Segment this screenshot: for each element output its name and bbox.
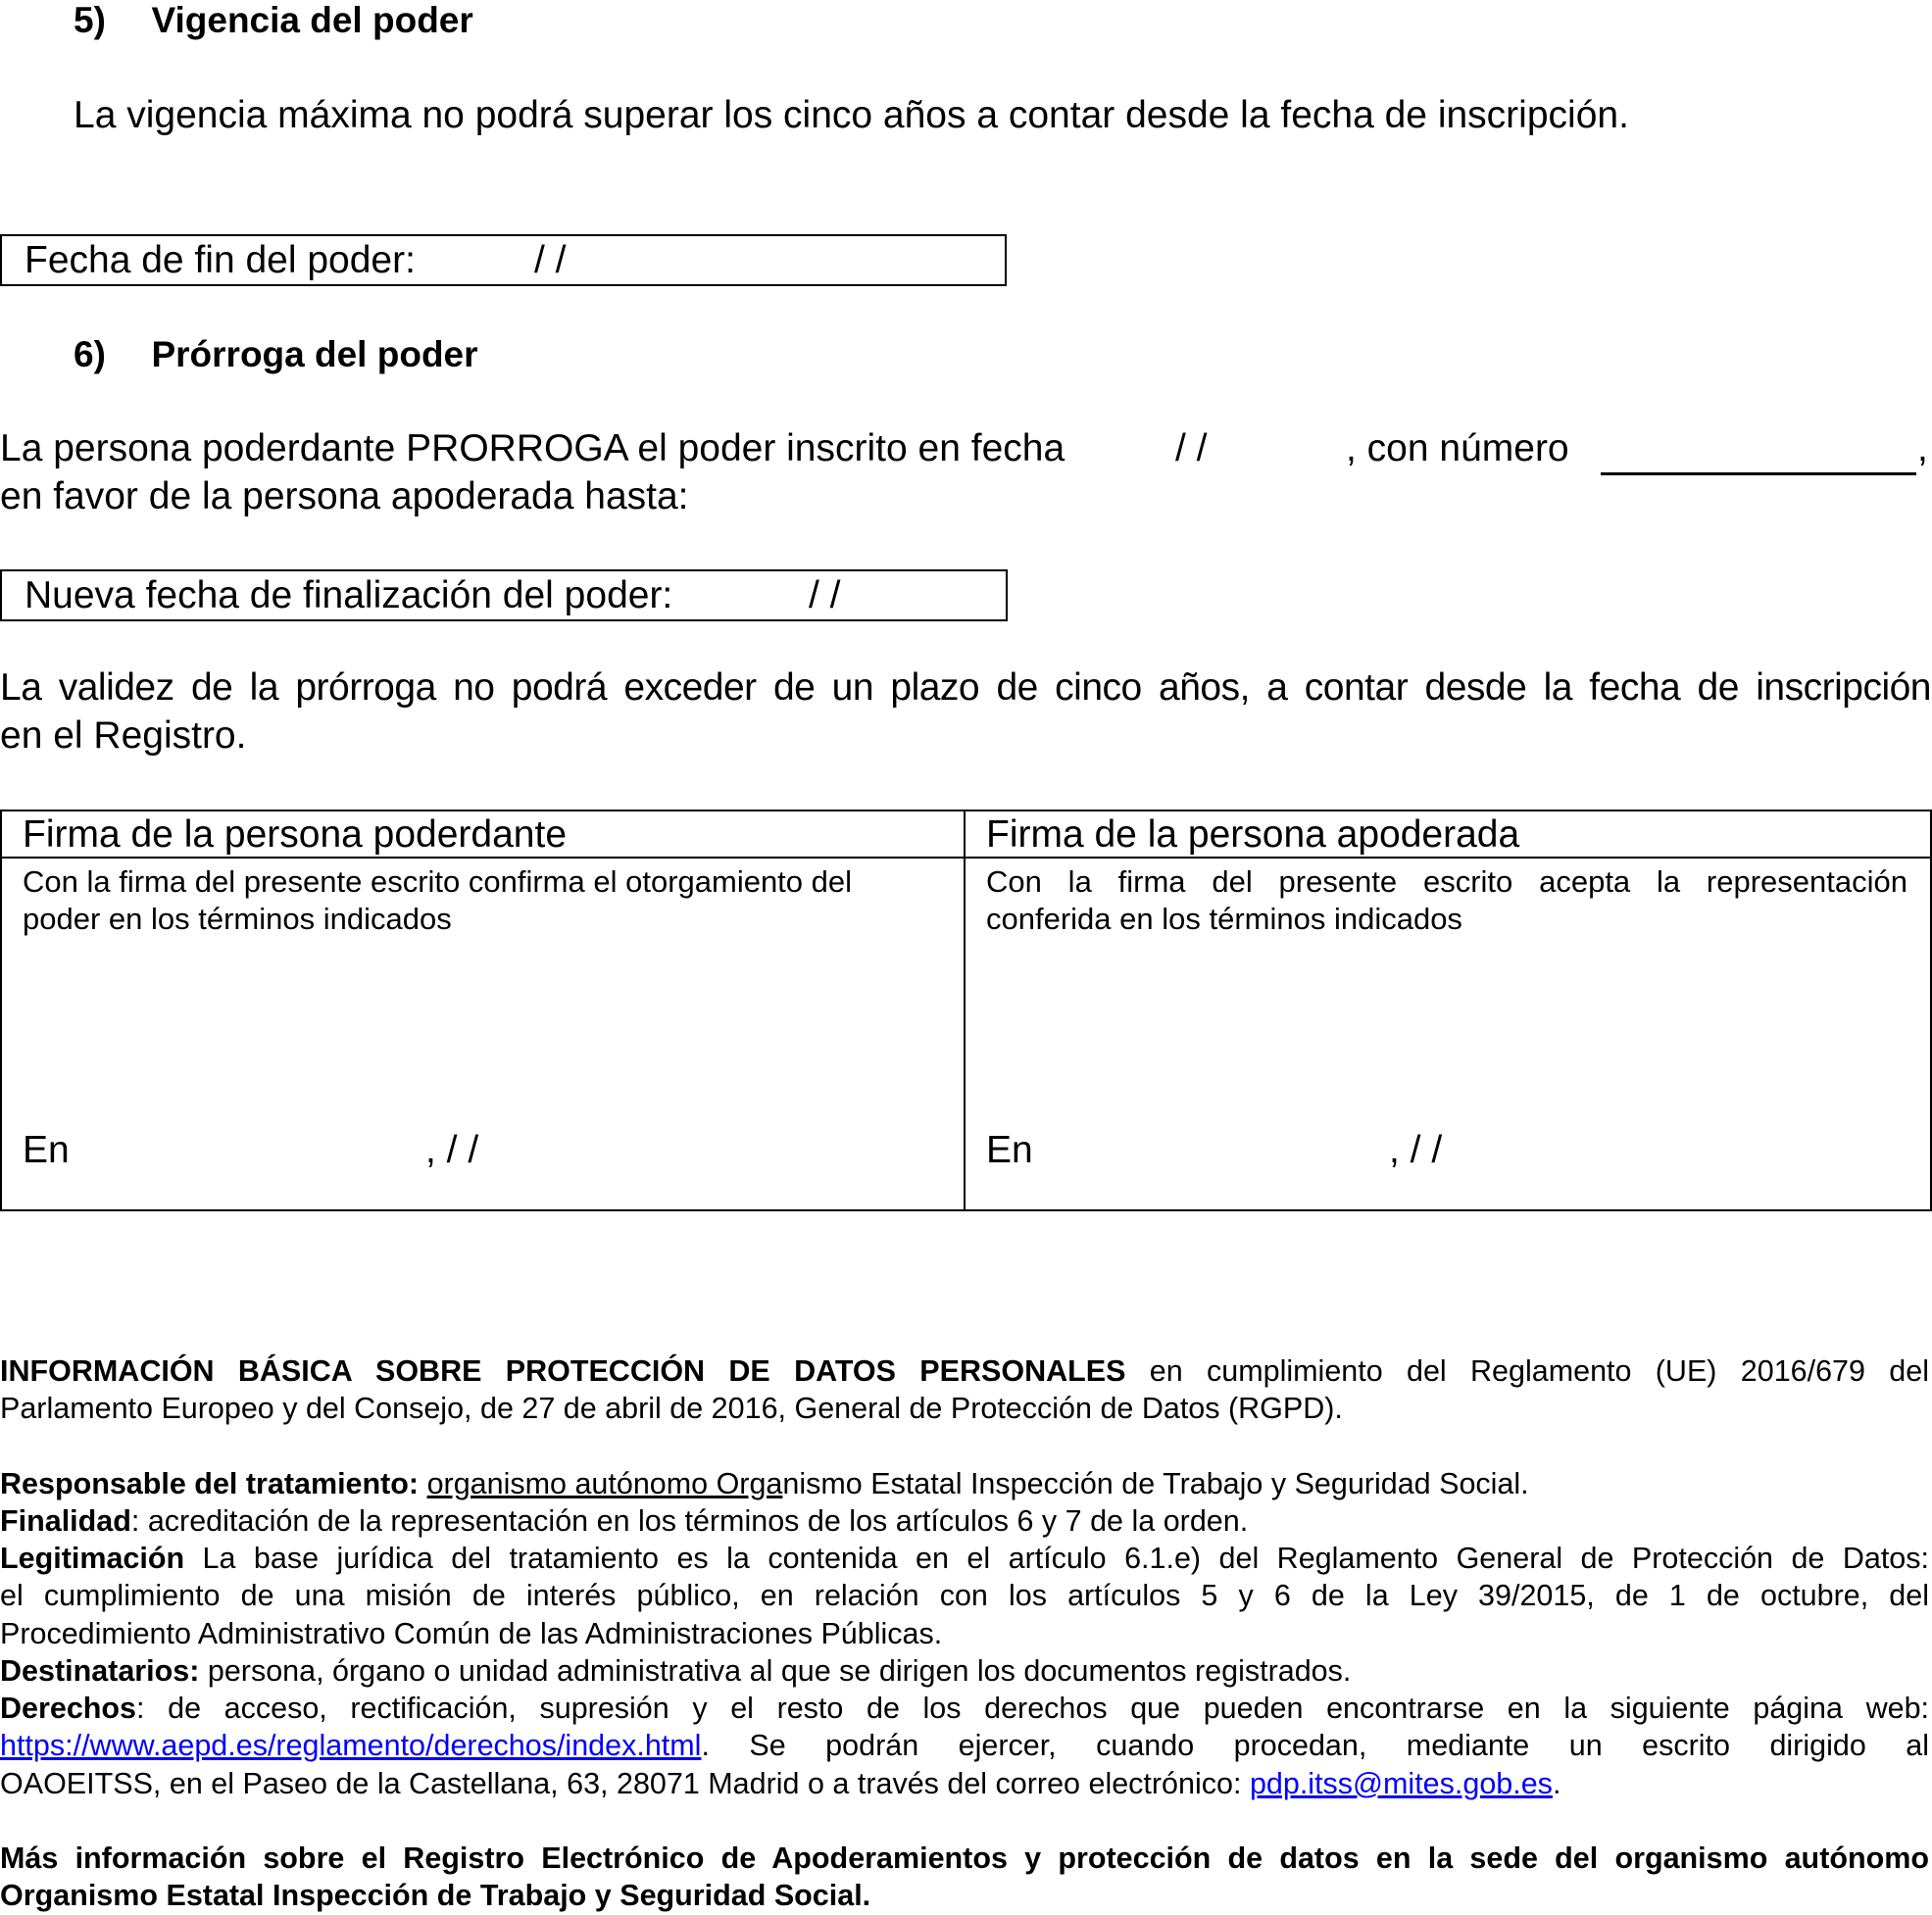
signature-right-text-1: Con la firma del presente escrito acepta la representación	[986, 864, 1907, 899]
dp-derechos-text-3: OAOEITSS, en el Paseo de la Castellana, 63, 28071 Madrid o a través del correo electrónico:	[0, 1767, 1250, 1800]
dp-legitimacion-label: Legitimación	[0, 1542, 185, 1575]
data-protection-info	[0, 1352, 1932, 1912]
section-6-number: 6)	[74, 334, 106, 374]
section-5-title: Vigencia del poder	[151, 0, 473, 40]
dp-destinatarios-text: persona, órgano o unidad administrativa al que se dirigen los documentos registrados.	[199, 1654, 1352, 1688]
dp-legitimacion-text-1: La base jurídica del tratamiento es la contenida en el artículo 6.1.e) del Reglamento General de Protección de Datos:	[184, 1542, 1929, 1575]
dp-more-info-1	[0, 1840, 1929, 1878]
signature-left-text-2: poder en los términos indicados	[23, 902, 452, 936]
dp-derechos-label: Derechos	[0, 1692, 137, 1725]
extension-text-part2: , con número	[1346, 427, 1569, 469]
dp-responsable	[0, 1465, 1929, 1503]
dp-derechos-2	[0, 1727, 1929, 1765]
dp-destinatarios-label: Destinatarios:	[0, 1654, 200, 1688]
signature-left-date: , / /	[425, 1129, 479, 1171]
extension-comma: ,	[1917, 427, 1928, 469]
new-end-date-slashes: / /	[809, 574, 841, 616]
signature-right-area[interactable]	[973, 941, 1919, 1107]
section-6-heading	[74, 334, 478, 375]
new-end-date-box[interactable]	[0, 569, 1008, 621]
signatures-divider	[964, 810, 966, 1211]
section-6-title: Prórroga del poder	[151, 334, 478, 374]
end-date-box[interactable]	[0, 234, 1007, 286]
dp-derechos-text-1: : de acceso, rectificación, supresión y el resto de los derechos que pueden encontrarse en la siguiente página web:	[136, 1692, 1929, 1725]
dp-finalidad-text: : acreditación de la representación en los términos de los artículos 6 y 7 de la orden.	[130, 1504, 1249, 1538]
new-end-date-label: Nueva fecha de finalización del poder:	[25, 574, 673, 616]
dp-more-info-text-2: Organismo Estatal Inspección de Trabajo y Seguridad Social.	[0, 1879, 871, 1912]
signature-right-header: Firma de la persona apoderada	[986, 813, 1520, 856]
dp-heading-line-2: Parlamento Europeo y del Consejo, de 27 de abril de 2016, General de Protección de Datos (RGPD).	[0, 1392, 1343, 1425]
signature-left-header: Firma de la persona poderdante	[23, 813, 568, 856]
dp-responsable-text: nismo Estatal Inspección de Trabajo y Seguridad Social.	[782, 1467, 1529, 1500]
section-5-number: 5)	[74, 0, 106, 40]
dp-heading: INFORMACIÓN BÁSICA SOBRE PROTECCIÓN DE DATOS PERSONALES	[0, 1354, 1126, 1388]
validity-line-2: en el Registro.	[0, 714, 247, 757]
signature-left-area[interactable]	[10, 941, 956, 1107]
dp-derechos-1	[0, 1690, 1929, 1728]
registration-number-blank[interactable]	[1601, 439, 1916, 475]
signature-left-text-1: Con la firma del presente escrito confirma el otorgamiento del	[23, 864, 853, 899]
email-link[interactable]: pdp.itss@mites.gob.es	[1249, 1767, 1553, 1800]
extension-text-part1: La persona poderdante PRORROGA el poder inscrito en fecha	[0, 427, 1065, 469]
aepd-rights-link[interactable]: https://www.aepd.es/reglamento/derechos/index.html	[0, 1729, 702, 1762]
dp-heading-line-1	[0, 1352, 1929, 1391]
extension-line-1	[0, 427, 1065, 470]
section-5-heading	[74, 0, 473, 41]
extension-date-slashes: / /	[1175, 427, 1208, 469]
dp-finalidad-label: Finalidad	[0, 1504, 131, 1538]
validity-line-1: La validez de la prórroga no podrá exceder de un plazo de cinco años, a contar desde la fecha de inscripción	[0, 666, 1931, 709]
end-date-slashes: / /	[534, 239, 567, 281]
section-5-text: La vigencia máxima no podrá superar los cinco años a contar desde la fecha de inscripción.	[74, 94, 1629, 136]
dp-derechos-end: .	[1552, 1767, 1561, 1800]
dp-more-info-2	[0, 1877, 1929, 1915]
dp-heading-rest-1: en cumplimiento del Reglamento (UE) 2016/679 del	[1125, 1354, 1929, 1388]
signature-right-place: En	[986, 1129, 1033, 1171]
signature-right-date: , / /	[1389, 1129, 1443, 1171]
dp-more-info-text-1: Más información sobre el Registro Electrónico de Apoderamientos y protección de datos en la sede del organismo autónomo	[0, 1841, 1929, 1875]
end-date-label: Fecha de fin del poder:	[25, 239, 416, 281]
dp-legitimacion-2: el cumplimiento de una misión de interés público, en relación con los artículos 5 y 6 de la Ley 39/2015, de 1 de octubre, del	[0, 1579, 1929, 1612]
extension-line-2: en favor de la persona apoderada hasta:	[0, 475, 689, 517]
signature-left-place: En	[23, 1129, 70, 1171]
dp-responsable-label: Responsable del tratamiento:	[0, 1467, 420, 1500]
dp-legitimacion-3: Procedimiento Administrativo Común de las Administraciones Públicas.	[0, 1617, 943, 1650]
dp-derechos-3	[0, 1765, 1929, 1803]
dp-finalidad	[0, 1502, 1929, 1541]
signature-right-text-2: conferida en los términos indicados	[986, 902, 1462, 936]
dp-derechos-text-2: . Se podrán ejercer, cuando procedan, mediante un escrito dirigido al	[701, 1729, 1929, 1762]
dp-responsable-underlined: organismo autónomo Orga	[426, 1467, 783, 1500]
dp-legitimacion-1	[0, 1540, 1929, 1578]
dp-destinatarios	[0, 1652, 1929, 1691]
signatures-header-rule	[0, 857, 1932, 859]
